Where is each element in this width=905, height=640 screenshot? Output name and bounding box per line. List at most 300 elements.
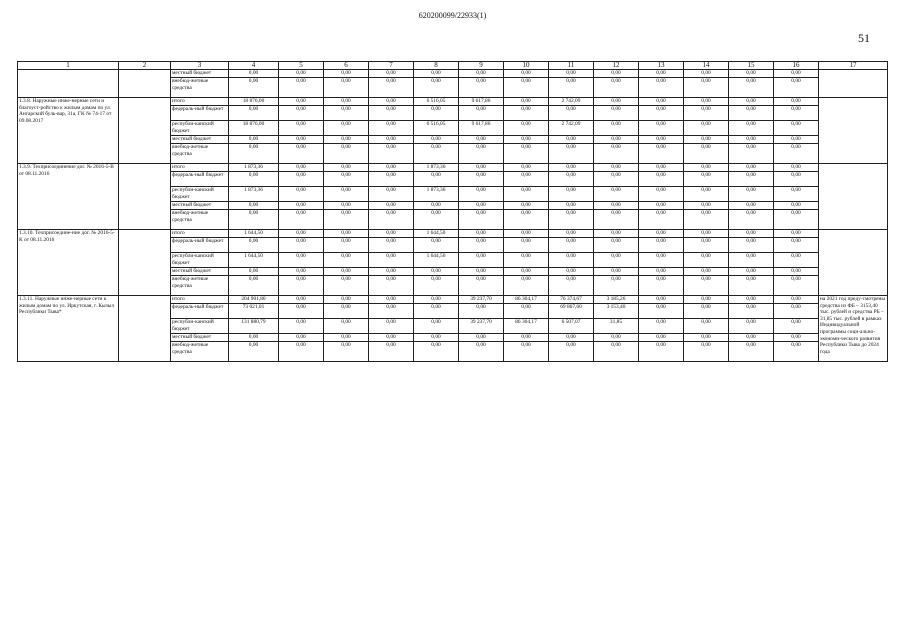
value-cell: 0,00	[369, 70, 414, 78]
funding-source: внебюд-жетные средства	[171, 342, 229, 362]
value-cell: 0,00	[729, 70, 774, 78]
funding-source: местный бюджет	[171, 268, 229, 276]
value-cell: 0,00	[639, 319, 684, 334]
column-number-10: 10	[504, 62, 549, 70]
value-cell: 0,00	[594, 202, 639, 210]
value-cell: 0,00	[639, 334, 684, 342]
value-cell: 0,00	[774, 78, 819, 98]
value-cell: 9 617,86	[459, 98, 504, 106]
value-cell: 0,00	[504, 342, 549, 362]
value-cell: 0,00	[594, 172, 639, 187]
value-cell: 0,00	[594, 230, 639, 238]
value-cell: 0,00	[684, 342, 729, 362]
value-cell: 0,00	[729, 121, 774, 136]
value-cell: 86 304,17	[504, 296, 549, 304]
value-cell: 18 876,00	[229, 98, 279, 106]
value-cell: 0,00	[639, 78, 684, 98]
value-cell: 0,00	[459, 106, 504, 121]
funding-source: республи-канский бюджет	[171, 187, 229, 202]
value-cell: 0,00	[774, 210, 819, 230]
value-cell: 0,00	[729, 304, 774, 319]
value-cell: 0,00	[594, 121, 639, 136]
value-cell: 0,00	[639, 296, 684, 304]
value-cell: 0,00	[504, 238, 549, 253]
table-row	[18, 164, 888, 172]
value-cell: 0,00	[774, 70, 819, 78]
value-cell: 0,00	[369, 230, 414, 238]
value-cell: 0,00	[504, 230, 549, 238]
value-cell: 1 873,36	[414, 187, 459, 202]
column-number-16: 16	[774, 62, 819, 70]
value-cell: 0,00	[729, 296, 774, 304]
value-cell: 0,00	[729, 253, 774, 268]
value-cell: 0,00	[414, 276, 459, 296]
value-cell: 0,00	[459, 136, 504, 144]
value-cell: 0,00	[229, 144, 279, 164]
value-cell: 69 867,60	[549, 304, 594, 319]
value-cell: 0,00	[324, 276, 369, 296]
value-cell: 0,00	[774, 164, 819, 172]
value-cell: 0,00	[229, 210, 279, 230]
funding-source: федераль-ный бюджет	[171, 238, 229, 253]
column-number-3: 3	[171, 62, 229, 70]
value-cell: 0,00	[729, 238, 774, 253]
value-cell: 0,00	[594, 70, 639, 78]
page-number: 51	[858, 31, 870, 45]
value-cell: 0,00	[774, 268, 819, 276]
value-cell: 0,00	[594, 276, 639, 296]
funding-source: федераль-ный бюджет	[171, 304, 229, 319]
value-cell: 0,00	[324, 136, 369, 144]
value-cell: 0,00	[594, 144, 639, 164]
value-cell: 0,00	[324, 319, 369, 334]
value-cell: 0,00	[459, 230, 504, 238]
value-cell: 0,00	[459, 78, 504, 98]
value-cell: 0,00	[229, 276, 279, 296]
value-cell: 0,00	[459, 172, 504, 187]
value-cell: 0,00	[729, 172, 774, 187]
value-cell: 0,00	[229, 334, 279, 342]
row-col2-cell	[119, 98, 171, 164]
value-cell: 0,00	[504, 172, 549, 187]
row-col2-cell	[119, 230, 171, 296]
value-cell: 0,00	[414, 172, 459, 187]
value-cell: 0,00	[639, 238, 684, 253]
value-cell: 0,00	[729, 164, 774, 172]
value-cell: 0,00	[369, 144, 414, 164]
value-cell: 0,00	[279, 164, 324, 172]
value-cell: 0,00	[279, 187, 324, 202]
value-cell: 0,00	[369, 136, 414, 144]
funding-source: федераль-ный бюджет	[171, 106, 229, 121]
value-cell: 1 644,50	[414, 230, 459, 238]
row-note	[819, 70, 888, 98]
value-cell: 0,00	[774, 187, 819, 202]
column-number-13: 13	[639, 62, 684, 70]
value-cell: 0,00	[369, 296, 414, 304]
value-cell: 0,00	[279, 342, 324, 362]
value-cell: 0,00	[279, 268, 324, 276]
column-number-6: 6	[324, 62, 369, 70]
value-cell: 0,00	[549, 164, 594, 172]
column-number-row	[18, 62, 888, 70]
value-cell: 9 617,86	[459, 121, 504, 136]
value-cell: 0,00	[684, 230, 729, 238]
value-cell: 0,00	[639, 106, 684, 121]
table-row	[18, 70, 888, 78]
column-number-7: 7	[369, 62, 414, 70]
value-cell: 0,00	[774, 238, 819, 253]
row-col2-cell	[119, 296, 171, 362]
funding-source: республи-канский бюджет	[171, 253, 229, 268]
value-cell: 1 873,36	[414, 164, 459, 172]
value-cell: 0,00	[549, 172, 594, 187]
table-row	[18, 296, 888, 304]
value-cell: 0,00	[774, 172, 819, 187]
value-cell: 73 021,01	[229, 304, 279, 319]
value-cell: 0,00	[639, 187, 684, 202]
value-cell: 0,00	[229, 70, 279, 78]
value-cell: 0,00	[594, 106, 639, 121]
value-cell: 0,00	[279, 172, 324, 187]
column-number-17: 17	[819, 62, 888, 70]
value-cell: 0,00	[504, 121, 549, 136]
value-cell: 0,00	[729, 202, 774, 210]
value-cell: 0,00	[594, 268, 639, 276]
value-cell: 0,00	[369, 121, 414, 136]
value-cell: 0,00	[684, 106, 729, 121]
value-cell: 0,00	[504, 276, 549, 296]
value-cell: 0,00	[729, 136, 774, 144]
value-cell: 0,00	[504, 210, 549, 230]
funding-source: итого	[171, 296, 229, 304]
value-cell: 0,00	[504, 187, 549, 202]
funding-source: республи-канский бюджет	[171, 121, 229, 136]
value-cell: 0,00	[324, 296, 369, 304]
value-cell: 0,00	[229, 172, 279, 187]
table-row	[18, 98, 888, 106]
value-cell: 0,00	[549, 187, 594, 202]
value-cell: 6 516,05	[414, 98, 459, 106]
value-cell: 0,00	[729, 230, 774, 238]
value-cell: 0,00	[324, 238, 369, 253]
value-cell: 0,00	[369, 210, 414, 230]
row-item-name	[18, 70, 119, 98]
row-item-name: 1.3.11. Наружные инже-нерные сети к жилым домам по ул. Иркутская, г. Кызыл Республики Тыва*	[18, 296, 119, 362]
value-cell: 6 516,05	[414, 121, 459, 136]
value-cell: 0,00	[639, 304, 684, 319]
value-cell: 0,00	[459, 164, 504, 172]
value-cell: 0,00	[639, 230, 684, 238]
value-cell: 0,00	[279, 304, 324, 319]
funding-source: итого	[171, 230, 229, 238]
value-cell: 0,00	[729, 268, 774, 276]
value-cell: 0,00	[549, 342, 594, 362]
value-cell: 0,00	[594, 238, 639, 253]
value-cell: 0,00	[684, 268, 729, 276]
row-col2-cell	[119, 164, 171, 230]
value-cell: 0,00	[639, 268, 684, 276]
value-cell: 0,00	[549, 136, 594, 144]
value-cell: 76 374,67	[549, 296, 594, 304]
value-cell: 0,00	[459, 268, 504, 276]
row-item-name: 1.3.9. Техприсоединение дог. № 2016-5-В от 08.11.2016	[18, 164, 119, 230]
value-cell: 0,00	[684, 164, 729, 172]
value-cell: 0,00	[369, 342, 414, 362]
value-cell: 0,00	[774, 296, 819, 304]
value-cell: 0,00	[414, 106, 459, 121]
value-cell: 0,00	[369, 268, 414, 276]
value-cell: 0,00	[279, 230, 324, 238]
value-cell: 0,00	[594, 210, 639, 230]
funding-source: местный бюджет	[171, 334, 229, 342]
funding-source: внебюд-жетные средства	[171, 276, 229, 296]
value-cell: 0,00	[504, 136, 549, 144]
value-cell: 39 237,70	[459, 319, 504, 334]
value-cell: 0,00	[324, 230, 369, 238]
value-cell: 0,00	[549, 268, 594, 276]
value-cell: 0,00	[414, 78, 459, 98]
column-number-1: 1	[18, 62, 119, 70]
value-cell: 0,00	[774, 230, 819, 238]
value-cell: 0,00	[369, 98, 414, 106]
value-cell: 0,00	[684, 238, 729, 253]
value-cell: 0,00	[324, 106, 369, 121]
value-cell: 0,00	[549, 210, 594, 230]
value-cell: 0,00	[774, 98, 819, 106]
value-cell: 0,00	[324, 334, 369, 342]
value-cell: 0,00	[549, 144, 594, 164]
funding-source: внебюд-жетные средства	[171, 210, 229, 230]
table-row	[18, 230, 888, 238]
value-cell: 31,85	[594, 319, 639, 334]
value-cell: 0,00	[324, 268, 369, 276]
value-cell: 0,00	[369, 164, 414, 172]
value-cell: 0,00	[414, 334, 459, 342]
value-cell: 0,00	[504, 70, 549, 78]
value-cell: 0,00	[684, 296, 729, 304]
value-cell: 0,00	[414, 70, 459, 78]
value-cell: 0,00	[229, 238, 279, 253]
value-cell: 0,00	[279, 319, 324, 334]
row-note	[819, 164, 888, 230]
value-cell: 0,00	[639, 70, 684, 78]
value-cell: 0,00	[459, 202, 504, 210]
value-cell: 0,00	[414, 202, 459, 210]
value-cell: 0,00	[504, 78, 549, 98]
column-number-8: 8	[414, 62, 459, 70]
value-cell: 18 876,00	[229, 121, 279, 136]
value-cell: 0,00	[279, 70, 324, 78]
value-cell: 0,00	[549, 70, 594, 78]
value-cell: 0,00	[729, 78, 774, 98]
value-cell: 0,00	[639, 253, 684, 268]
value-cell: 39 237,70	[459, 296, 504, 304]
column-number-4: 4	[229, 62, 279, 70]
budget-table	[17, 61, 888, 362]
column-number-15: 15	[729, 62, 774, 70]
value-cell: 0,00	[414, 342, 459, 362]
value-cell: 0,00	[774, 319, 819, 334]
value-cell: 0,00	[639, 210, 684, 230]
value-cell: 0,00	[729, 210, 774, 230]
value-cell: 1 644,50	[414, 253, 459, 268]
value-cell: 0,00	[549, 78, 594, 98]
value-cell: 0,00	[684, 144, 729, 164]
value-cell: 0,00	[729, 98, 774, 106]
value-cell: 0,00	[684, 70, 729, 78]
value-cell: 0,00	[639, 98, 684, 106]
value-cell: 0,00	[684, 253, 729, 268]
value-cell: 0,00	[459, 253, 504, 268]
value-cell: 0,00	[774, 106, 819, 121]
value-cell: 0,00	[639, 121, 684, 136]
value-cell: 0,00	[504, 106, 549, 121]
value-cell: 0,00	[504, 334, 549, 342]
value-cell: 0,00	[229, 268, 279, 276]
funding-source: республи-канский бюджет	[171, 319, 229, 334]
value-cell: 0,00	[774, 202, 819, 210]
value-cell: 0,00	[684, 78, 729, 98]
value-cell: 0,00	[459, 70, 504, 78]
value-cell: 0,00	[324, 210, 369, 230]
row-note	[819, 230, 888, 296]
value-cell: 0,00	[504, 98, 549, 106]
value-cell: 0,00	[414, 304, 459, 319]
value-cell: 0,00	[414, 268, 459, 276]
value-cell: 0,00	[594, 187, 639, 202]
value-cell: 0,00	[229, 342, 279, 362]
row-col2-cell	[119, 70, 171, 98]
value-cell: 0,00	[459, 342, 504, 362]
value-cell: 0,00	[229, 202, 279, 210]
value-cell: 0,00	[504, 268, 549, 276]
value-cell: 6 507,07	[549, 319, 594, 334]
value-cell: 0,00	[774, 121, 819, 136]
funding-source: внебюд-жетные средства	[171, 78, 229, 98]
value-cell: 0,00	[324, 70, 369, 78]
value-cell: 0,00	[369, 304, 414, 319]
value-cell: 0,00	[459, 187, 504, 202]
value-cell: 0,00	[229, 106, 279, 121]
value-cell: 0,00	[684, 276, 729, 296]
column-number-11: 11	[549, 62, 594, 70]
value-cell: 0,00	[414, 238, 459, 253]
value-cell: 0,00	[279, 106, 324, 121]
value-cell: 1 644,50	[229, 253, 279, 268]
value-cell: 0,00	[279, 253, 324, 268]
value-cell: 0,00	[774, 276, 819, 296]
column-number-5: 5	[279, 62, 324, 70]
value-cell: 0,00	[684, 334, 729, 342]
value-cell: 0,00	[229, 78, 279, 98]
value-cell: 0,00	[774, 136, 819, 144]
funding-source: федераль-ный бюджет	[171, 172, 229, 187]
value-cell: 0,00	[729, 187, 774, 202]
value-cell: 0,00	[229, 136, 279, 144]
value-cell: 0,00	[414, 210, 459, 230]
value-cell: 0,00	[684, 187, 729, 202]
column-number-12: 12	[594, 62, 639, 70]
value-cell: 0,00	[279, 98, 324, 106]
value-cell: 0,00	[684, 210, 729, 230]
value-cell: 0,00	[279, 78, 324, 98]
value-cell: 0,00	[459, 334, 504, 342]
value-cell: 0,00	[324, 202, 369, 210]
column-number-2: 2	[119, 62, 171, 70]
value-cell: 0,00	[414, 319, 459, 334]
value-cell: 0,00	[369, 172, 414, 187]
value-cell: 0,00	[729, 342, 774, 362]
value-cell: 0,00	[279, 210, 324, 230]
value-cell: 0,00	[459, 238, 504, 253]
value-cell: 0,00	[324, 78, 369, 98]
funding-source: итого	[171, 98, 229, 106]
value-cell: 1 644,50	[229, 230, 279, 238]
value-cell: 0,00	[729, 319, 774, 334]
row-note: на 2021 год преду-смотрены средства из ФБ – 3153,40 тыс. рублей и средства РБ – 31,85 тыс. рублей в рамках Индивидуальной программы соци-ально-экономи-ческого развития Республики Тыва до 2024 года	[819, 296, 888, 362]
value-cell: 0,00	[594, 98, 639, 106]
value-cell: 0,00	[594, 164, 639, 172]
value-cell: 0,00	[594, 334, 639, 342]
value-cell: 0,00	[504, 164, 549, 172]
value-cell: 0,00	[684, 136, 729, 144]
value-cell: 131 880,79	[229, 319, 279, 334]
value-cell: 86 304,17	[504, 319, 549, 334]
value-cell: 0,00	[639, 276, 684, 296]
value-cell: 0,00	[324, 144, 369, 164]
value-cell: 0,00	[369, 238, 414, 253]
value-cell: 0,00	[324, 253, 369, 268]
value-cell: 1 873,36	[229, 164, 279, 172]
value-cell: 2 742,09	[549, 121, 594, 136]
value-cell: 0,00	[459, 210, 504, 230]
value-cell: 0,00	[549, 230, 594, 238]
value-cell: 0,00	[774, 342, 819, 362]
funding-source: итого	[171, 164, 229, 172]
value-cell: 0,00	[549, 334, 594, 342]
value-cell: 0,00	[684, 121, 729, 136]
value-cell: 0,00	[279, 238, 324, 253]
value-cell: 0,00	[684, 304, 729, 319]
value-cell: 0,00	[414, 296, 459, 304]
row-item-name: 1.3.8. Наружные инже-нерные сети и благоуст-ройство к жилым домам по ул. Ангарский буль-вар, 31а, ГК № 74-17 от 09.08.2017	[18, 98, 119, 164]
value-cell: 0,00	[369, 78, 414, 98]
value-cell: 0,00	[324, 164, 369, 172]
value-cell: 0,00	[324, 172, 369, 187]
value-cell: 0,00	[594, 342, 639, 362]
value-cell: 0,00	[369, 202, 414, 210]
value-cell: 0,00	[279, 136, 324, 144]
value-cell: 0,00	[324, 98, 369, 106]
value-cell: 0,00	[774, 253, 819, 268]
value-cell: 0,00	[459, 304, 504, 319]
value-cell: 0,00	[459, 276, 504, 296]
value-cell: 0,00	[279, 144, 324, 164]
value-cell: 0,00	[324, 121, 369, 136]
value-cell: 0,00	[414, 136, 459, 144]
value-cell: 0,00	[504, 304, 549, 319]
value-cell: 3 153,40	[594, 304, 639, 319]
row-note	[819, 98, 888, 164]
value-cell: 0,00	[369, 276, 414, 296]
value-cell: 0,00	[549, 202, 594, 210]
funding-source: местный бюджет	[171, 136, 229, 144]
value-cell: 0,00	[774, 334, 819, 342]
value-cell: 0,00	[369, 187, 414, 202]
funding-source: местный бюджет	[171, 202, 229, 210]
value-cell: 0,00	[594, 78, 639, 98]
